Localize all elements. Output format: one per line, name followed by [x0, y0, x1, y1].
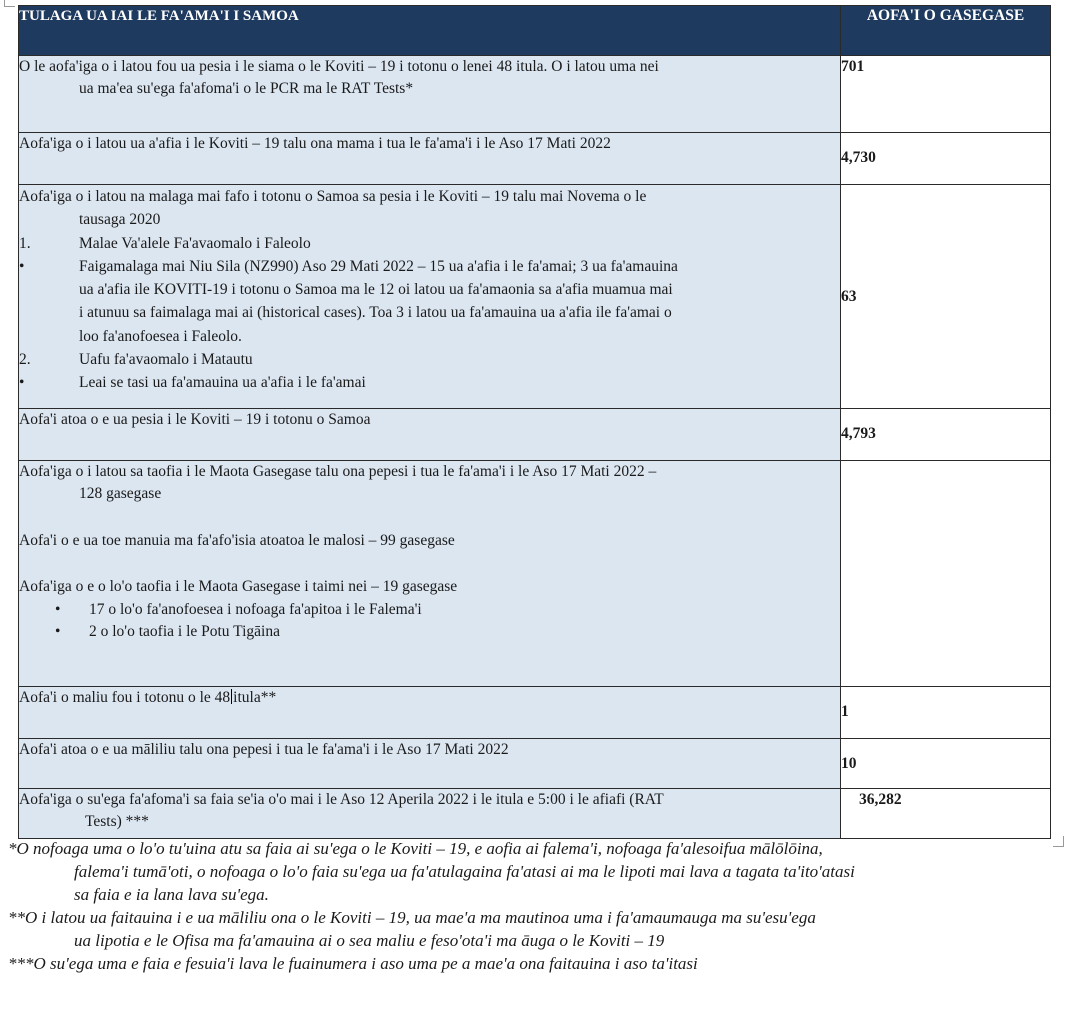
list-item-text: 17 o lo'o fa'anofoesea i nofoaga fa'apitoa i le Falema'i — [89, 600, 422, 618]
table-row — [19, 739, 1051, 789]
bullet-marker: • — [19, 374, 25, 391]
list-marker: 2. — [19, 350, 31, 368]
footnote — [8, 953, 1048, 976]
table-title-header: TULAGA UA IAI LE FA'AMA'I I SAMOA — [19, 6, 841, 56]
row-description — [19, 789, 841, 839]
row-value: 36,282 — [841, 789, 1051, 839]
row-description — [19, 461, 841, 687]
list-item-line: loo fa'anofoesea i Faleolo. — [79, 327, 242, 345]
row-description — [19, 56, 841, 133]
row-line: Aofa'iga o i latou sa taofia i le Maota Gasegase talu ona pepesi i tua le fa'ama'i i le Aso 17 Mati 2022 – — [19, 463, 657, 480]
row-text-part: itula** — [233, 689, 277, 706]
table-row — [19, 461, 1051, 687]
footnote-line: ua lipotia e le Ofisa ma fa'amauina ai o sea maliu e feso'ota'i ma āuga o le Koviti – 19 — [74, 930, 665, 950]
footnote — [8, 838, 1048, 907]
row-line: Aofa'i atoa o e ua pesia i le Koviti – 19 i totonu o Samoa — [19, 411, 371, 428]
row-line: Aofa'iga o i latou na malaga mai fafo i totonu o Samoa sa pesia i le Koviti – 19 talu mai Novema o le — [19, 188, 647, 205]
list-item — [19, 599, 840, 621]
bullet-marker: • — [19, 257, 25, 275]
footnote-line: *O nofoaga uma o lo'o tu'uina atu sa faia ai su'ega o le Koviti – 19, e aofia ai falema'i, nofoaga fa'alesoifua mālōlōina, — [8, 839, 823, 858]
count-column-header: AOFA'I O GASEGASE — [841, 6, 1051, 56]
list-item-text: 2 o lo'o taofia i le Potu Tigāina — [89, 623, 280, 641]
row-line: ua ma'ea su'ega fa'afoma'i o le PCR ma le RAT Tests* — [79, 80, 414, 98]
table-row — [19, 409, 1051, 461]
row-line: tausaga 2020 — [79, 211, 161, 229]
table-header-row — [19, 6, 1051, 56]
row-description — [19, 687, 841, 739]
row-line: O le aofa'iga o i latou fou ua pesia i le siama o le Koviti – 19 i totonu o lenei 48 itula. O i latou uma nei — [19, 58, 659, 75]
row-value: 1 — [841, 687, 1051, 739]
footnote-line: ***O su'ega uma e faia e fesuia'i lava le fuainumera i aso uma pe a mae'a ona faitauina i aso ta'itasi — [8, 953, 698, 973]
row-description — [19, 185, 841, 409]
row-line: Tests) *** — [85, 813, 149, 831]
footnotes — [8, 838, 1048, 976]
list-item — [19, 255, 840, 278]
table-row — [19, 789, 1051, 839]
row-line: Aofa'i atoa o e ua māliliu talu ona pepesi i tua le fa'ama'i i le Aso 17 Mati 2022 — [19, 741, 509, 758]
page-corner-mark — [4, 0, 15, 7]
table-row — [19, 687, 1051, 739]
row-line: Aofa'iga o su'ega fa'afoma'i sa faia se'ia o'o mai i le Aso 12 Aperila 2022 i le itula e 5:00 i le afiafi (RAT — [19, 791, 664, 808]
row-value: 10 — [841, 739, 1051, 789]
table-end-mark — [1053, 836, 1064, 847]
row-value: 63 — [841, 185, 1051, 409]
list-item-text — [79, 255, 678, 278]
bullet-marker: • — [55, 623, 61, 641]
row-text-part: Aofa'i o maliu fou i totonu o le 48 — [19, 689, 231, 706]
covid-status-table — [18, 5, 1051, 839]
row-description — [19, 133, 841, 185]
table-row — [19, 56, 1051, 133]
row-line: Aofa'iga o e o lo'o taofia i le Maota Gasegase i taimi nei – 19 gasegase — [19, 578, 458, 596]
footnote — [8, 907, 1048, 953]
list-item-line: ua a'afia ile KOVITI-19 i totonu o Samoa ma le 12 oi latou ua fa'amaonia sa a'afia muamua mai — [79, 281, 673, 298]
row-line: Aofa'i o e ua toe manuia ma fa'afo'isia atoatoa le malosi – 99 gasegase — [19, 531, 455, 549]
table-row — [19, 133, 1051, 185]
footnote-line: falema'i tumā'oti, o nofoaga o lo'o faia su'ega ua fa'atulagaina fa'atasi ai ma le lipoti mai lava a tagata ta'ito'atasi — [74, 861, 855, 881]
text-cursor — [231, 689, 232, 704]
footnote-line: **O i latou ua faitauina i e ua māliliu ona o le Koviti – 19, ua mae'a ma mautinoa uma i fa'amaumauga ma su'esu'ega — [8, 907, 816, 927]
list-item-line: i atunuu sa faimalaga mai ai (historical cases). Toa 3 i latou ua fa'amauina ua a'afia ile fa'amai o — [79, 304, 672, 322]
footnote-line: sa faia e ia lana lava su'ega. — [74, 884, 269, 904]
list-item — [19, 232, 840, 255]
row-value: 701 — [841, 56, 1051, 133]
list-item-text: Malae Va'alele Fa'avaomalo i Faleolo — [79, 234, 311, 252]
bullet-marker: • — [55, 600, 61, 618]
list-item-text: Uafu fa'avaomalo i Matautu — [79, 350, 253, 368]
row-line: 128 gasegase — [79, 485, 162, 503]
row-line — [19, 687, 840, 709]
list-item-line: Faigamalaga mai Niu Sila (NZ990) Aso 29 Mati 2022 – 15 ua a'afia i le fa'amai; 3 ua fa'amauina — [79, 257, 678, 275]
row-line: Aofa'iga o i latou ua a'afia i le Koviti – 19 talu ona mama i tua le fa'ama'i i le Aso 17 Mati 2022 — [19, 135, 611, 152]
list-item — [19, 621, 840, 643]
list-item — [19, 348, 840, 371]
row-value: 4,730 — [841, 133, 1051, 185]
row-value-empty — [841, 461, 1051, 687]
row-description — [19, 739, 841, 789]
row-value: 4,793 — [841, 409, 1051, 461]
list-item-text: Leai se tasi ua fa'amauina ua a'afia i le fa'amai — [79, 374, 366, 391]
list-item — [19, 371, 840, 394]
table-row — [19, 185, 1051, 409]
row-description — [19, 409, 841, 461]
list-marker: 1. — [19, 234, 31, 252]
